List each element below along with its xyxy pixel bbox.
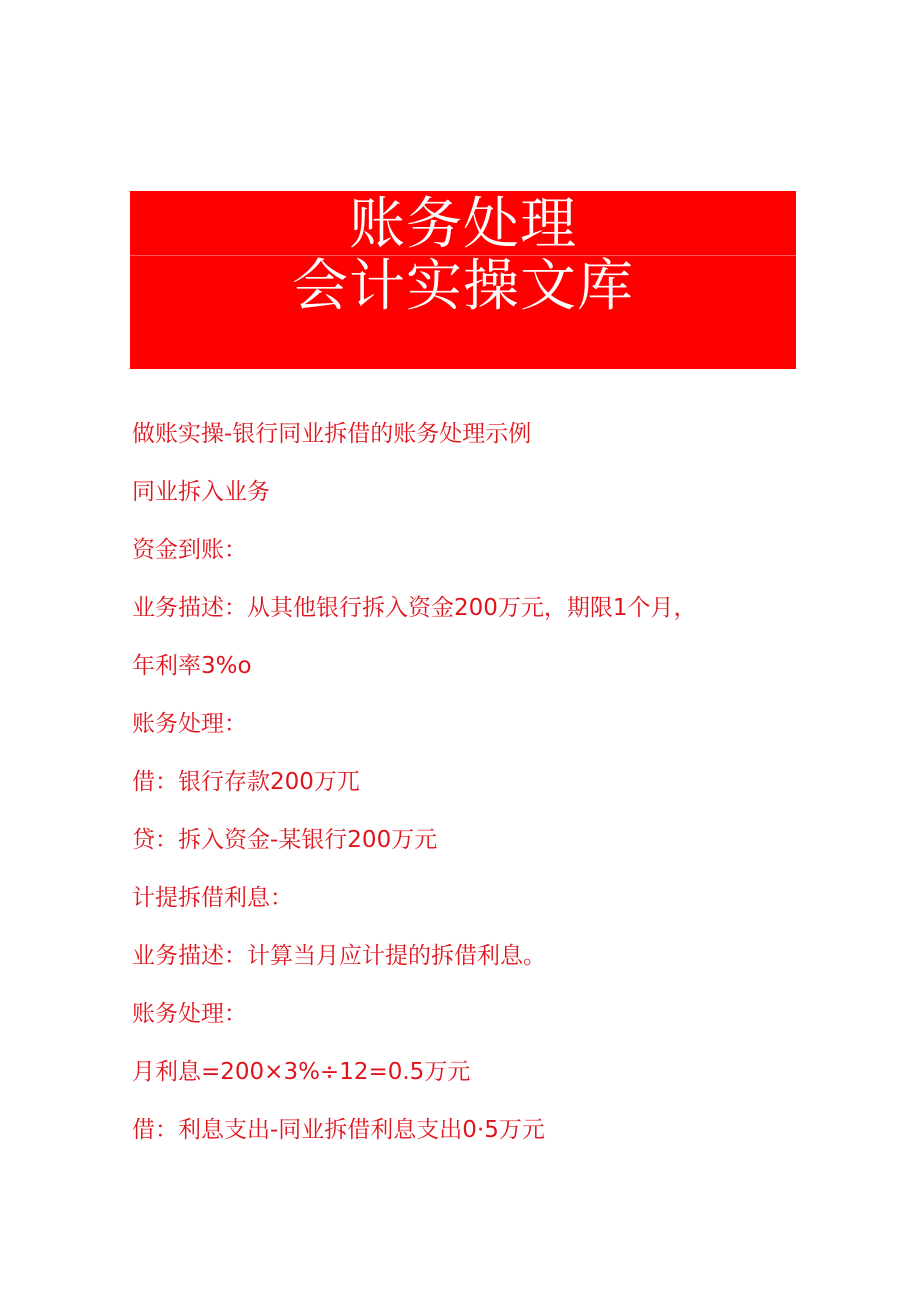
paragraph: 年利率3%o: [132, 653, 252, 679]
banner-subtitle: 会计实操文库: [292, 254, 634, 319]
journal-entry-debit: 借：利息支出-同业拆借利息支出0·5万元: [132, 1117, 545, 1143]
banner-title: 账务处理: [349, 192, 577, 257]
paragraph: 账务处理：: [132, 711, 247, 737]
journal-entry-credit: 贷：拆入资金-某银行200万元: [132, 827, 438, 853]
formula: 月利息=200×3%÷12=0.5万元: [132, 1059, 471, 1085]
paragraph: 业务描述：从其他银行拆入资金200万元，期限1个月，: [132, 595, 697, 621]
paragraph: 资金到账：: [132, 537, 247, 563]
title-banner: [130, 191, 796, 369]
paragraph: 业务描述：计算当月应计提的拆借利息。: [132, 943, 546, 969]
document-heading: 做账实操-银行同业拆借的账务处理示例: [132, 421, 532, 447]
section-heading: 同业拆入业务: [132, 479, 270, 505]
paragraph: 账务处理：: [132, 1001, 247, 1027]
paragraph: 计提拆借利息：: [132, 885, 293, 911]
journal-entry-debit: 借：银行存款200万兀: [132, 769, 360, 795]
document-body: [132, 414, 832, 1168]
